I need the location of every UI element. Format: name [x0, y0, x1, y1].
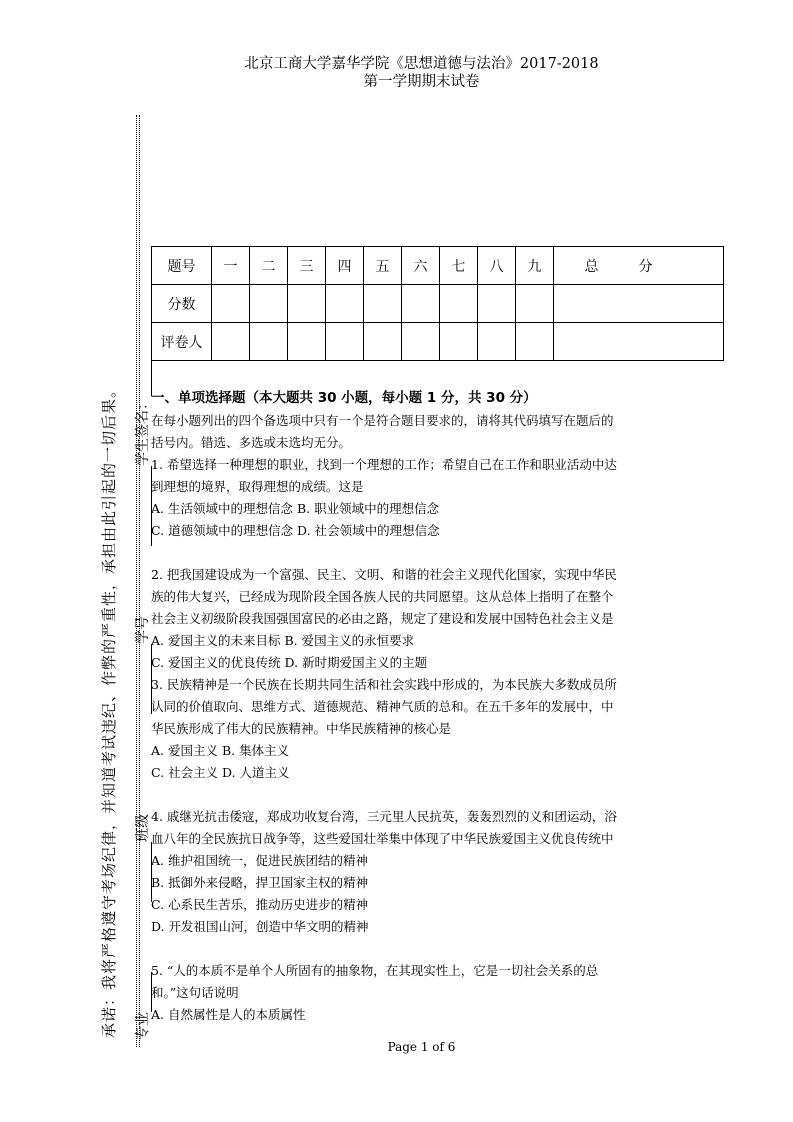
score-cell[interactable] [478, 285, 516, 323]
question-line: 和。”这句话说明 [151, 985, 239, 1000]
page-number: Page 1 of 6 [387, 1040, 456, 1054]
col-5: 五 [364, 247, 402, 285]
grader-cell[interactable] [364, 323, 402, 361]
student-id-label: 学号 [135, 616, 151, 644]
col-3: 三 [288, 247, 326, 285]
col-7: 七 [440, 247, 478, 285]
score-cell[interactable] [288, 285, 326, 323]
score-cell[interactable] [212, 285, 250, 323]
grader-cell[interactable] [478, 323, 516, 361]
exam-title-line2: 第一学期期末试卷 [363, 74, 480, 90]
pledge-text: 承诺：我将严格遵守考场纪律，并知道考试违纪、作弊的严重性，承担由此引起的一切后果。 [100, 381, 118, 1038]
col-9: 九 [516, 247, 554, 285]
grader-cell[interactable] [212, 323, 250, 361]
question-line: 认同的价值取向、思维方式、道德规范、精神气质的总和。在五千多年的发展中，中 [151, 699, 614, 714]
score-cell[interactable] [326, 285, 364, 323]
option-line: B. 抵御外来侵略，捍卫国家主权的精神 [151, 875, 369, 890]
question-line: 到理想的境界，取得理想的成绩。这是 [151, 479, 364, 494]
exam-content [151, 386, 691, 1026]
score-cell[interactable] [364, 285, 402, 323]
score-cell[interactable] [440, 285, 478, 323]
question-line: 族的伟大复兴，已经成为现阶段全国各族人民的共同愿望。这从总体上指明了在整个 [151, 589, 614, 604]
question-3 [151, 674, 691, 784]
class-field[interactable] [137, 842, 152, 902]
score-cell[interactable] [402, 285, 440, 323]
score-table-header-row [152, 247, 724, 285]
grader-cell[interactable] [326, 323, 364, 361]
signature-label: 学生签名： [135, 396, 151, 466]
col-8: 八 [478, 247, 516, 285]
total-grader-cell[interactable] [554, 323, 724, 361]
grader-cell[interactable] [402, 323, 440, 361]
grader-cell[interactable] [250, 323, 288, 361]
option-line: A. 生活领域中的理想信念 B. 职业领域中的理想信念 [151, 501, 440, 516]
question-4 [151, 806, 691, 938]
col-2: 二 [250, 247, 288, 285]
option-line: C. 爱国主义的优良传统 D. 新时期爱国主义的主题 [151, 655, 428, 670]
col-4: 四 [326, 247, 364, 285]
signature-field[interactable] [137, 466, 152, 546]
option-line: D. 开发祖国山河，创造中华文明的精神 [151, 919, 369, 934]
student-id-field[interactable] [137, 644, 152, 714]
grader-cell[interactable] [516, 323, 554, 361]
section-title: 一、单项选择题（本大题共 30 小题，每小题 1 分，共 30 分） [151, 390, 537, 406]
col-total: 总分 [554, 247, 724, 285]
score-table-score-row [152, 285, 724, 323]
option-line: A. 爱国主义的未来目标 B. 爱国主义的永恒要求 [151, 633, 415, 648]
row-label-score: 分数 [152, 285, 212, 323]
question-5 [151, 960, 691, 1026]
col-6: 六 [402, 247, 440, 285]
row-label-question: 题号 [152, 247, 212, 285]
row-label-grader: 评卷人 [152, 323, 212, 361]
major-field[interactable] [137, 972, 152, 1012]
instruction-line: 括号内。错选、多选或未选均无分。 [151, 435, 352, 450]
total-score-cell[interactable] [554, 285, 724, 323]
question-line: 2. 把我国建设成为一个富强、民主、文明、和谐的社会主义现代化国家，实现中华民 [151, 567, 617, 582]
option-line: A. 爱国主义 B. 集体主义 [151, 743, 290, 758]
instruction-line: 在每小题列出的四个备选项中只有一个是符合题目要求的，请将其代码填写在题后的 [151, 413, 614, 428]
question-line: 1. 希望选择一种理想的职业，找到一个理想的工作；希望自己在工作和职业活动中达 [151, 457, 617, 472]
score-table [151, 246, 724, 361]
option-line: A. 自然属性是人的本质属性 [151, 1007, 306, 1022]
col-1: 一 [212, 247, 250, 285]
question-line: 5. “人的本质不是单个人所固有的抽象物，在其现实性上，它是一切社会关系的总 [151, 963, 599, 978]
question-1 [151, 454, 691, 542]
score-cell[interactable] [250, 285, 288, 323]
option-line: C. 心系民生苦乐，推动历史进步的精神 [151, 897, 369, 912]
major-label: 专业 [135, 1012, 151, 1040]
option-line: A. 维护祖国统一，促进民族团结的精神 [151, 853, 368, 868]
class-label: 班级 [135, 814, 151, 842]
question-line: 华民族形成了伟大的民族精神。中华民族精神的核心是 [151, 721, 452, 736]
option-line: C. 道德领域中的理想信念 D. 社会领域中的理想信念 [151, 523, 440, 538]
score-table-grader-row [152, 323, 724, 361]
score-cell[interactable] [516, 285, 554, 323]
question-line: 血八年的全民族抗日战争等，这些爱国壮举集中体现了中华民族爱国主义优良传统中 [151, 831, 614, 846]
question-line: 社会主义初级阶段我国强国富民的必由之路，规定了建设和发展中国特色社会主义是 [151, 611, 614, 626]
question-line: 3. 民族精神是一个民族在长期共同生活和社会实践中形成的，为本民族大多数成员所 [151, 677, 617, 692]
grader-cell[interactable] [440, 323, 478, 361]
student-info [132, 311, 152, 1040]
option-line: C. 社会主义 D. 人道主义 [151, 765, 290, 780]
question-line: 4. 戚继光抗击倭寇，郑成功收复台湾，三元里人民抗英，轰轰烈烈的义和团运动，浴 [151, 809, 617, 824]
grader-cell[interactable] [288, 323, 326, 361]
exam-title-line1: 北京工商大学嘉华学院《思想道德与法治》2017-2018 [244, 56, 599, 72]
question-2 [151, 564, 691, 674]
